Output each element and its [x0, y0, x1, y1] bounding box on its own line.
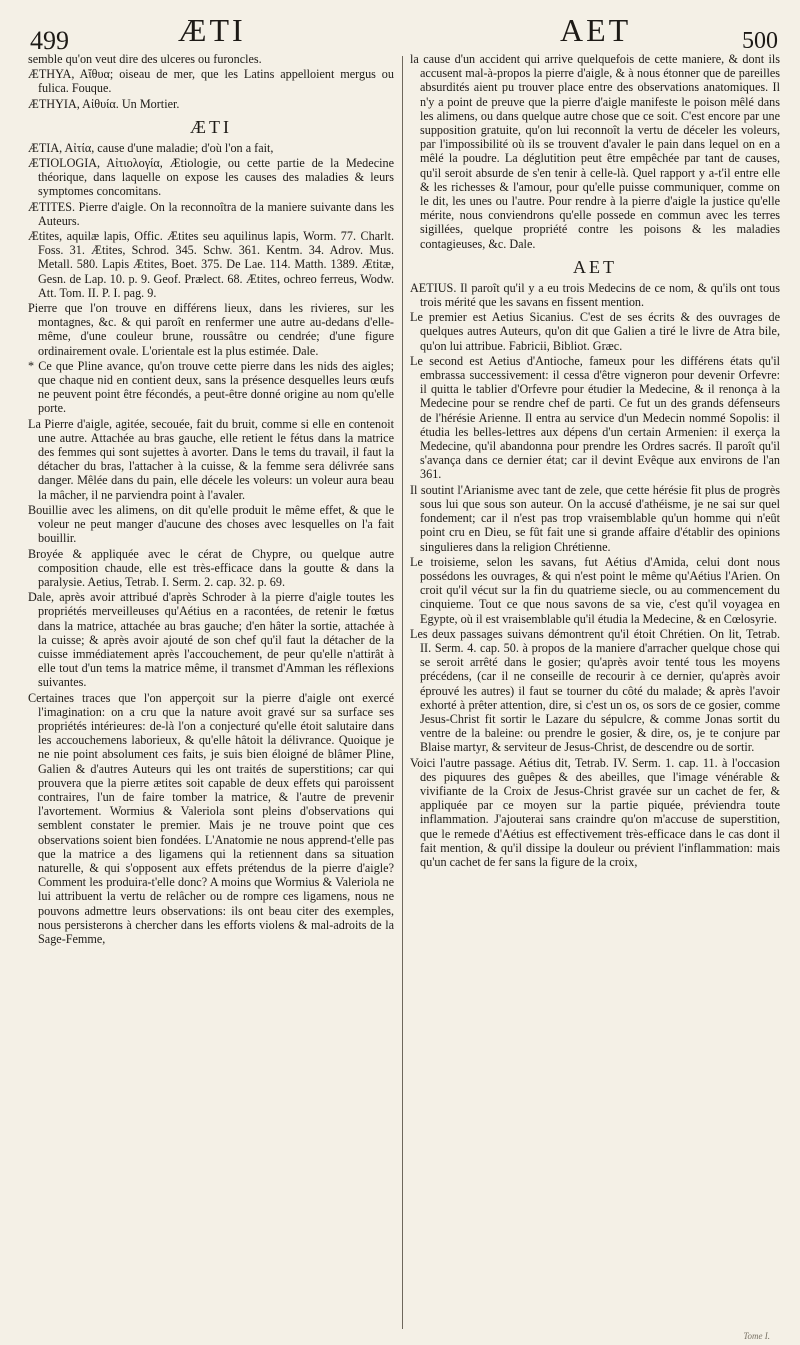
- left-column: [28, 52, 394, 1339]
- running-head-right: AET: [560, 12, 632, 48]
- signature-mark: Tome I.: [743, 1331, 770, 1341]
- entry-paragraph: Bouillie avec les alimens, on dit qu'elle produit le même effet, & que le voleur ne peut manger d'aucune des choses avec lesquelles on l'a fait bouillir.: [28, 502, 394, 546]
- entry-paragraph: ÆTHYIA, Aἰθυία. Un Mortier.: [28, 96, 180, 111]
- entry-paragraph: Ætites, aquilæ lapis, Offic. Ætites seu aquilinus lapis, Worm. 77. Charlt. Foss. 31. Ætites, Schrod. 345. Schw. 361. Kentm. 34. Adrov. Mus. Metall. 580. Lapis Ætites, Boet. 375. De Lae. 114. Matth. 1389. Ætitæ, Gesn. de Lap. 10. p. 9. Geof. Prælect. 68. Ætites, ochreo ferreus, Wodw. Att. Tom. II. P. I. pag. 9.: [28, 229, 394, 300]
- entry-paragraph: Certaines traces que l'on apperçoit sur la pierre d'aigle ont exercé l'imagination: on a cru que la nature avoit gravé sur sa surface ses propriétés intérieures: de-là l'on a conjecturé qu'elle étoit salutaire dans les accouchemens laborieux, & qu'elle hâtoit la délivrance. Quoique je ne nie point absolument ces faits, je suis bien éloigné de blâmer Pline, Galien & d'autres Auteurs qui les ont traités de superstitions; car qui prouvera que la pierre ætites soit capable de deux effets qui paroissent contraires, l'un de faire tomber la matrice, & l'autre de prevenir l'avortement. Wormius & Valeriola sont pleins d'observations qui semblent constater le premier. Mais je ne trouve point que ces observations soient bien fondées. L'Anatomie ne nous apprend-t'elle pas que la matrice a des ligamens qui la retiennent dans sa situation naturelle, & qui s'opposent aux effets prétendus de la pierre d'aigle? Comment les produira-t'elle donc? A moins que Wormius & Valeriola ne lui attribuent la vertu de relâcher ou de rompre ces ligamens, nous ne pouvons admettre leurs observations: ils ont beau citer des exemples, nous persisterons à chercher dans les efforts violens & mal-adroits de la Sage-Femme,: [28, 690, 394, 946]
- entry-paragraph: Dale, après avoir attribué d'après Schroder à la pierre d'aigle toutes les propriétés merveilleuses qu'Aétius en a racontées, de retenir le fœtus dans la matrice, attachée au bras gauche; d'en hâter la sortie, attachée à la cuisse; & après avoir ajouté de son chef qu'il faut la détacher de la cuisse immédiatement après l'accouchement, de peur qu'elle n'attirât à elle tout d'un tems la matrice même, il transmet d'Amman les réflexions suivantes.: [28, 590, 394, 690]
- entry-paragraph: ÆTITES. Pierre d'aigle. On la reconnoîtra de la maniere suivante dans les Auteurs.: [28, 199, 394, 228]
- entry-paragraph: ÆTHYA, Aἴθυα; oiseau de mer, que les Latins appelloient mergus ou fulica. Fouque.: [28, 67, 394, 96]
- entry-paragraph: ÆTIA, Aἰτία, cause d'une maladie; d'où l'on a fait,: [28, 140, 274, 155]
- entry-paragraph: semble qu'on veut dire des ulceres ou furoncles.: [28, 52, 262, 66]
- entry-paragraph: la cause d'un accident qui arrive quelquefois de cette maniere, & dont ils accusent mal-à-propos la pierre d'aigle, & à nous étonner que de pareilles absurdités aient pu trouver place entre des observations anatomiques. Il n'y a point de preuve que la pierre d'aigle manifeste le poison mêlé dans les alimens, ou dans quelque autre chose que ce soit. C'est encore par une supposition gratuite, qu'on lui reconnoît la vertu de déceler les voleurs, par l'impossibilité où ils se trouvent d'avaler le pain dans lequel on en a mêlé la poudre. La déglutition peut être empêchée par tant de causes, qu'il seroit absurde de s'en tenir à celle-là. Quel rapport y a-t'il entre elle & les richesses & l'amour, pour qu'elle puisse communiquer, comme on le dit, les unes ou l'autre. Pour rendre à la pierre d'aigle la justice qu'elle mérite, nous conviendrons qu'elle possede en commun avec les terres sigillées, quelque propriété contre les poisons & les maladies contagieuses, &c. Dale.: [410, 52, 780, 251]
- entry-paragraph: AETIUS. Il paroît qu'il y a eu trois Medecins de ce nom, & qu'ils ont tous trois mérité que les savans en fissent mention.: [410, 280, 780, 310]
- entry-paragraph: Le second est Aetius d'Antioche, fameux pour les différens états qu'il embrassa successivement: il cessa d'être vigneron pour devenir Orfevre: il quitta le tablier d'Orfevre pour étudier la Medecine, & il renonça à la Medecine pour se rendre chef de parti. Ce fut un des grands défenseurs de l'hérésie Arienne. Il entra au service d'un Medecin nommé Sopolis: il étudia les belles-lettres aux dépens d'un certain Armenien: il exerça la Medecine, qu'il abandonna pour prendre les Ordres sacrés. Il paroît qu'il s'avança dans ce dernier état; car il devint Evêque aux environs de l'an 361.: [410, 353, 780, 482]
- entry-paragraph: * Ce que Pline avance, qu'on trouve cette pierre dans les nids des aigles; que chaque nid en contient deux, sans la présence desquelles leurs œufs ne peuvent point être fécondés, a peut-être donné origine au nom qu'elle porte.: [28, 358, 394, 416]
- entry-paragraph: Le premier est Aetius Sicanius. C'est de ses écrits & des ouvrages de quelques autres Auteurs, qu'on dit que Galien a tiré le livre de Atra bile, qu'on lui attribue. Fabricii, Bibliot. Græc.: [410, 310, 780, 353]
- entry-paragraph: Broyée & appliquée avec le cérat de Chypre, ou quelque autre composition chaude, elle est très-efficace dans la goutte & dans la paralysie. Aetius, Tetrab. I. Serm. 2. cap. 32. p. 69.: [28, 546, 394, 589]
- column-divider: [402, 56, 403, 1329]
- entry-paragraph: ÆTIOLOGIA, Aἰτιολογία, Ætiologie, ou cette partie de la Medecine théorique, dans laquelle on expose les causes des maladies & leurs symptomes concomitans.: [28, 156, 394, 199]
- entry-paragraph: Le troisieme, selon les savans, fut Aétius d'Amida, celui dont nous possédons les ouvrages, & qui n'est point le même qu'Aétius l'Arien. On croit qu'il vécut sur la fin du quatrieme siecle, ou au commencement du cinquieme. Tout ce que nous savons de sa vie, c'est qu'il voyagea en Egypte, où il est vraisemblable qu'il étudia la Medecine, & en Cœlosyrie.: [410, 554, 780, 626]
- running-head-left: ÆTI: [178, 12, 246, 48]
- entry-paragraph: Les deux passages suivans démontrent qu'il étoit Chrétien. On lit, Tetrab. II. Serm. 4. cap. 50. à propos de la maniere d'arracher quelque chose qui se seroit arrêté dans le gosier; qu'après avoir tenté tous les moyens précédens, (car il ne conseille de recourir à ce dernier, qu'après avoir éprouvé les autres) il faut se tourner du côté du malade; & après l'avoir exhorté à prêter attention, dire, si c'est un os, os sors de ce gosier, comme Jesus-Christ fit sortir le Lazare du sépulcre, & comme Jonas sortit du ventre de la baleine: ou prendre le gosier, & dire, os, je te conjure par Blaise martyr, & serviteur de Jesus-Christ, de descendre ou de sortir.: [410, 626, 780, 755]
- section-heading: ÆTI: [190, 116, 232, 137]
- page-number-left: 499: [30, 26, 69, 55]
- section-heading: AET: [573, 256, 617, 277]
- entry-paragraph: Il soutint l'Arianisme avec tant de zele, que cette hérésie fit plus de progrès sous lui que sous son auteur. On la accusé d'athéisme, je ne sai sur quel fondement; car il n'est pas trop vraisemblable qu'un homme qui n'eût point cru en Dieu, se fût fait une si grande affaire d'établir des opinions singulieres dans la religion Chrétienne.: [410, 482, 780, 554]
- page-number-right: 500: [742, 28, 778, 54]
- entry-paragraph: Pierre que l'on trouve en différens lieux, dans les rivieres, sur les montagnes, &c. & qui paroît en renfermer une autre au-dedans d'elle-même, d'une couleur brune, roussâtre ou cendrée; d'une figure ordinairement ovale. L'orientale est la plus estimée. Dale.: [28, 301, 394, 358]
- right-column: [410, 52, 780, 1339]
- entry-paragraph: Voici l'autre passage. Aétius dit, Tetrab. IV. Serm. 1. cap. 11. à l'occasion des piquures des guêpes & des abeilles, que l'image vénérable & vivifiante de la Croix de Jesus-Christ gravée sur un cachet de fer, & appliquée par ce moyen sur la partie piquée, préviendra toute inflammation. J'ajouterai sans craindre qu'on m'accuse de superstition, que le remede d'Aétius est effectivement très-efficace dans le cas dont il fait mention, & qu'il dissipe la douleur ou prévient l'inflammation: mais qu'un cachet de fer sans la figure de la croix,: [410, 755, 780, 869]
- entry-paragraph: La Pierre d'aigle, agitée, secouée, fait du bruit, comme si elle en contenoit une autre. Attachée au bras gauche, elle retient le fétus dans la matrice des femmes qui sont sujettes à avorter. Dans le tems du travail, il faut la détacher du bras, l'attacher à la cuisse, & la femme sera délivrée sans danger. Mêlée dans du pain, elle décele les voleurs: un voleur aura beau la mâcher, il ne parviendra point à l'avaler.: [28, 416, 394, 502]
